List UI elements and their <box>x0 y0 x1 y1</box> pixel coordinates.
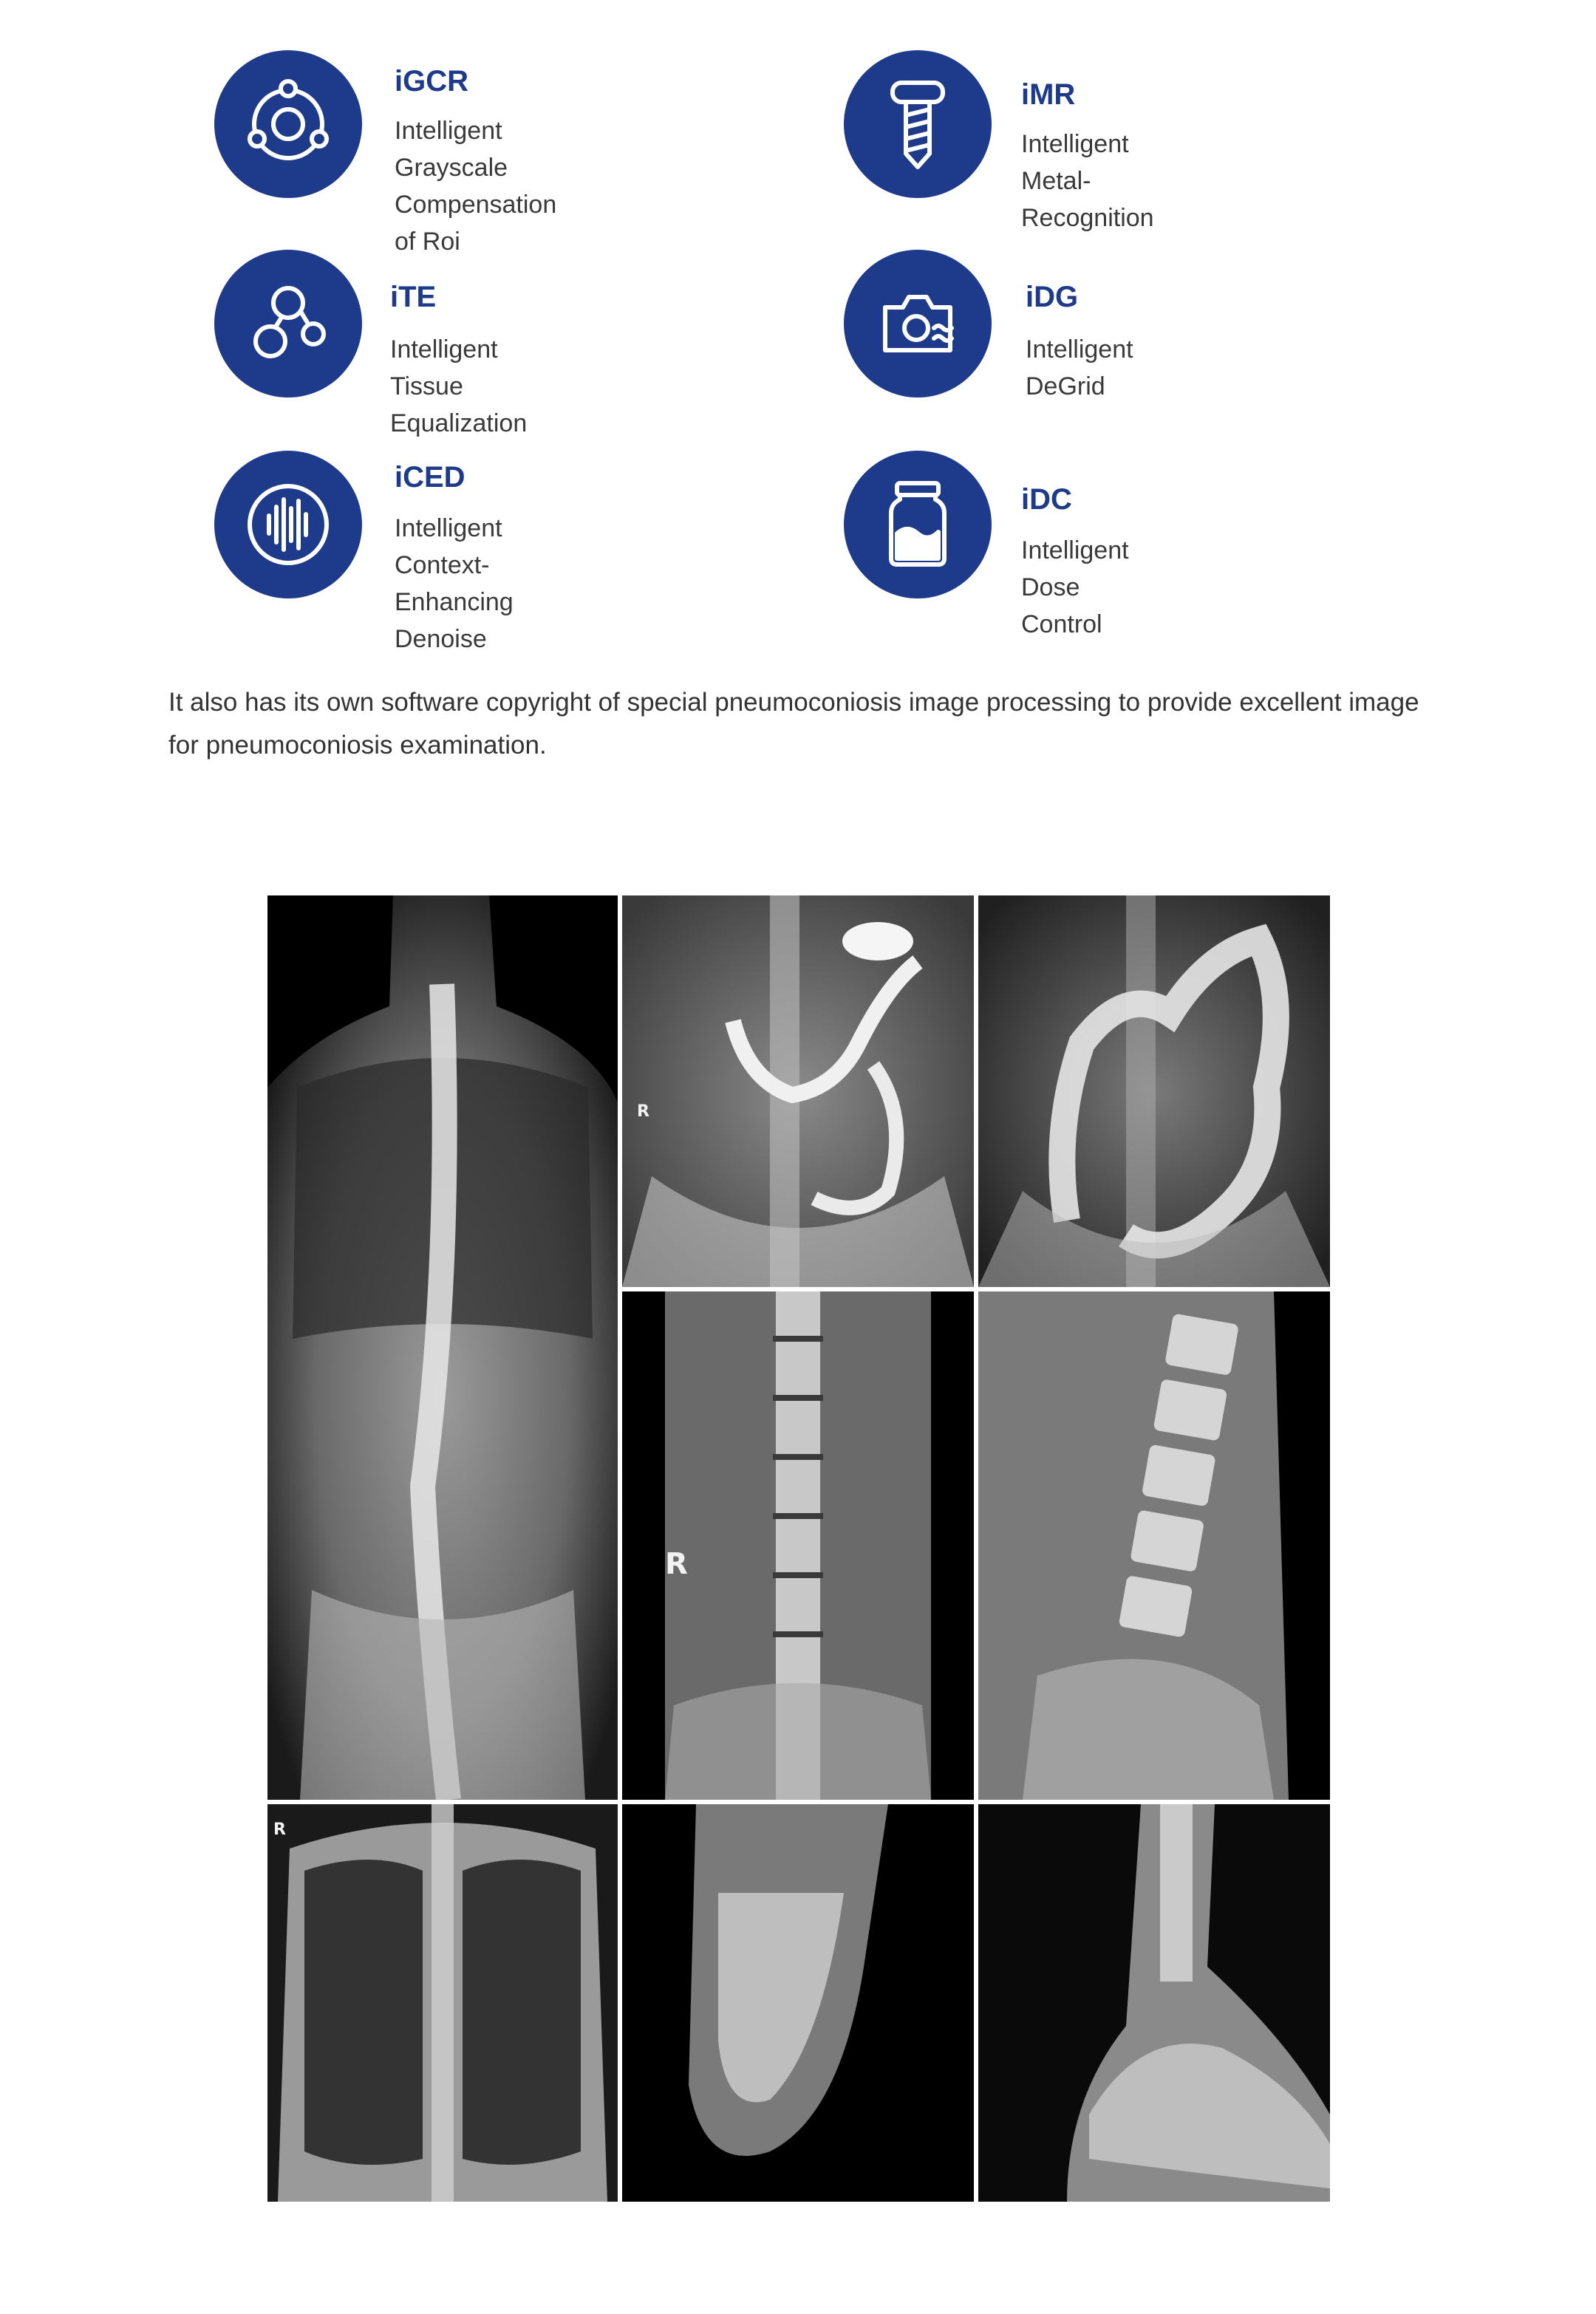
feature-title: iMR <box>1021 78 1076 111</box>
screw-icon <box>844 50 992 198</box>
feature-description: Intelligent Tissue Equalization <box>390 335 528 437</box>
feature-title: iDG <box>1026 281 1079 313</box>
xray-lumbar-ap <box>622 1291 974 1800</box>
marker-r: R <box>637 1102 649 1121</box>
feature-title: iCED <box>395 461 466 494</box>
xray-lumbar-lateral <box>978 1291 1330 1800</box>
marker-r: R <box>273 1820 286 1839</box>
xray-abdomen-barium <box>622 895 974 1287</box>
soundwave-icon <box>214 451 362 598</box>
feature-description: Intelligent Context- Enhancing Denoise <box>395 514 514 653</box>
feature-description: Intelligent Metal-Recognition <box>1021 130 1154 232</box>
description-paragraph: It also has its own software copyright of special pneumoconiosis image processing to provide excellent image for pneumoconiosis examination. <box>168 688 1419 760</box>
orbit-icon <box>214 50 362 198</box>
feature-description: Intelligent Grayscale Compensation of Roi <box>395 117 557 256</box>
feature-title: iGCR <box>395 65 468 98</box>
feature-title: iTE <box>390 281 437 313</box>
feature-description: Intelligent Dose Control <box>1021 536 1129 638</box>
molecule-icon <box>214 250 362 397</box>
xray-full-spine <box>267 895 618 1800</box>
camera-wave-icon <box>844 250 992 397</box>
feature-title: iDC <box>1021 483 1072 516</box>
xray-chest-pa <box>267 1804 618 2202</box>
xray-colon-barium <box>978 895 1330 1287</box>
marker-r: R <box>665 1547 688 1581</box>
xray-ankle-lateral <box>978 1804 1330 2202</box>
jar-icon <box>844 451 992 598</box>
feature-description: Intelligent DeGrid <box>1026 335 1133 400</box>
xray-heel-axial <box>622 1804 974 2202</box>
